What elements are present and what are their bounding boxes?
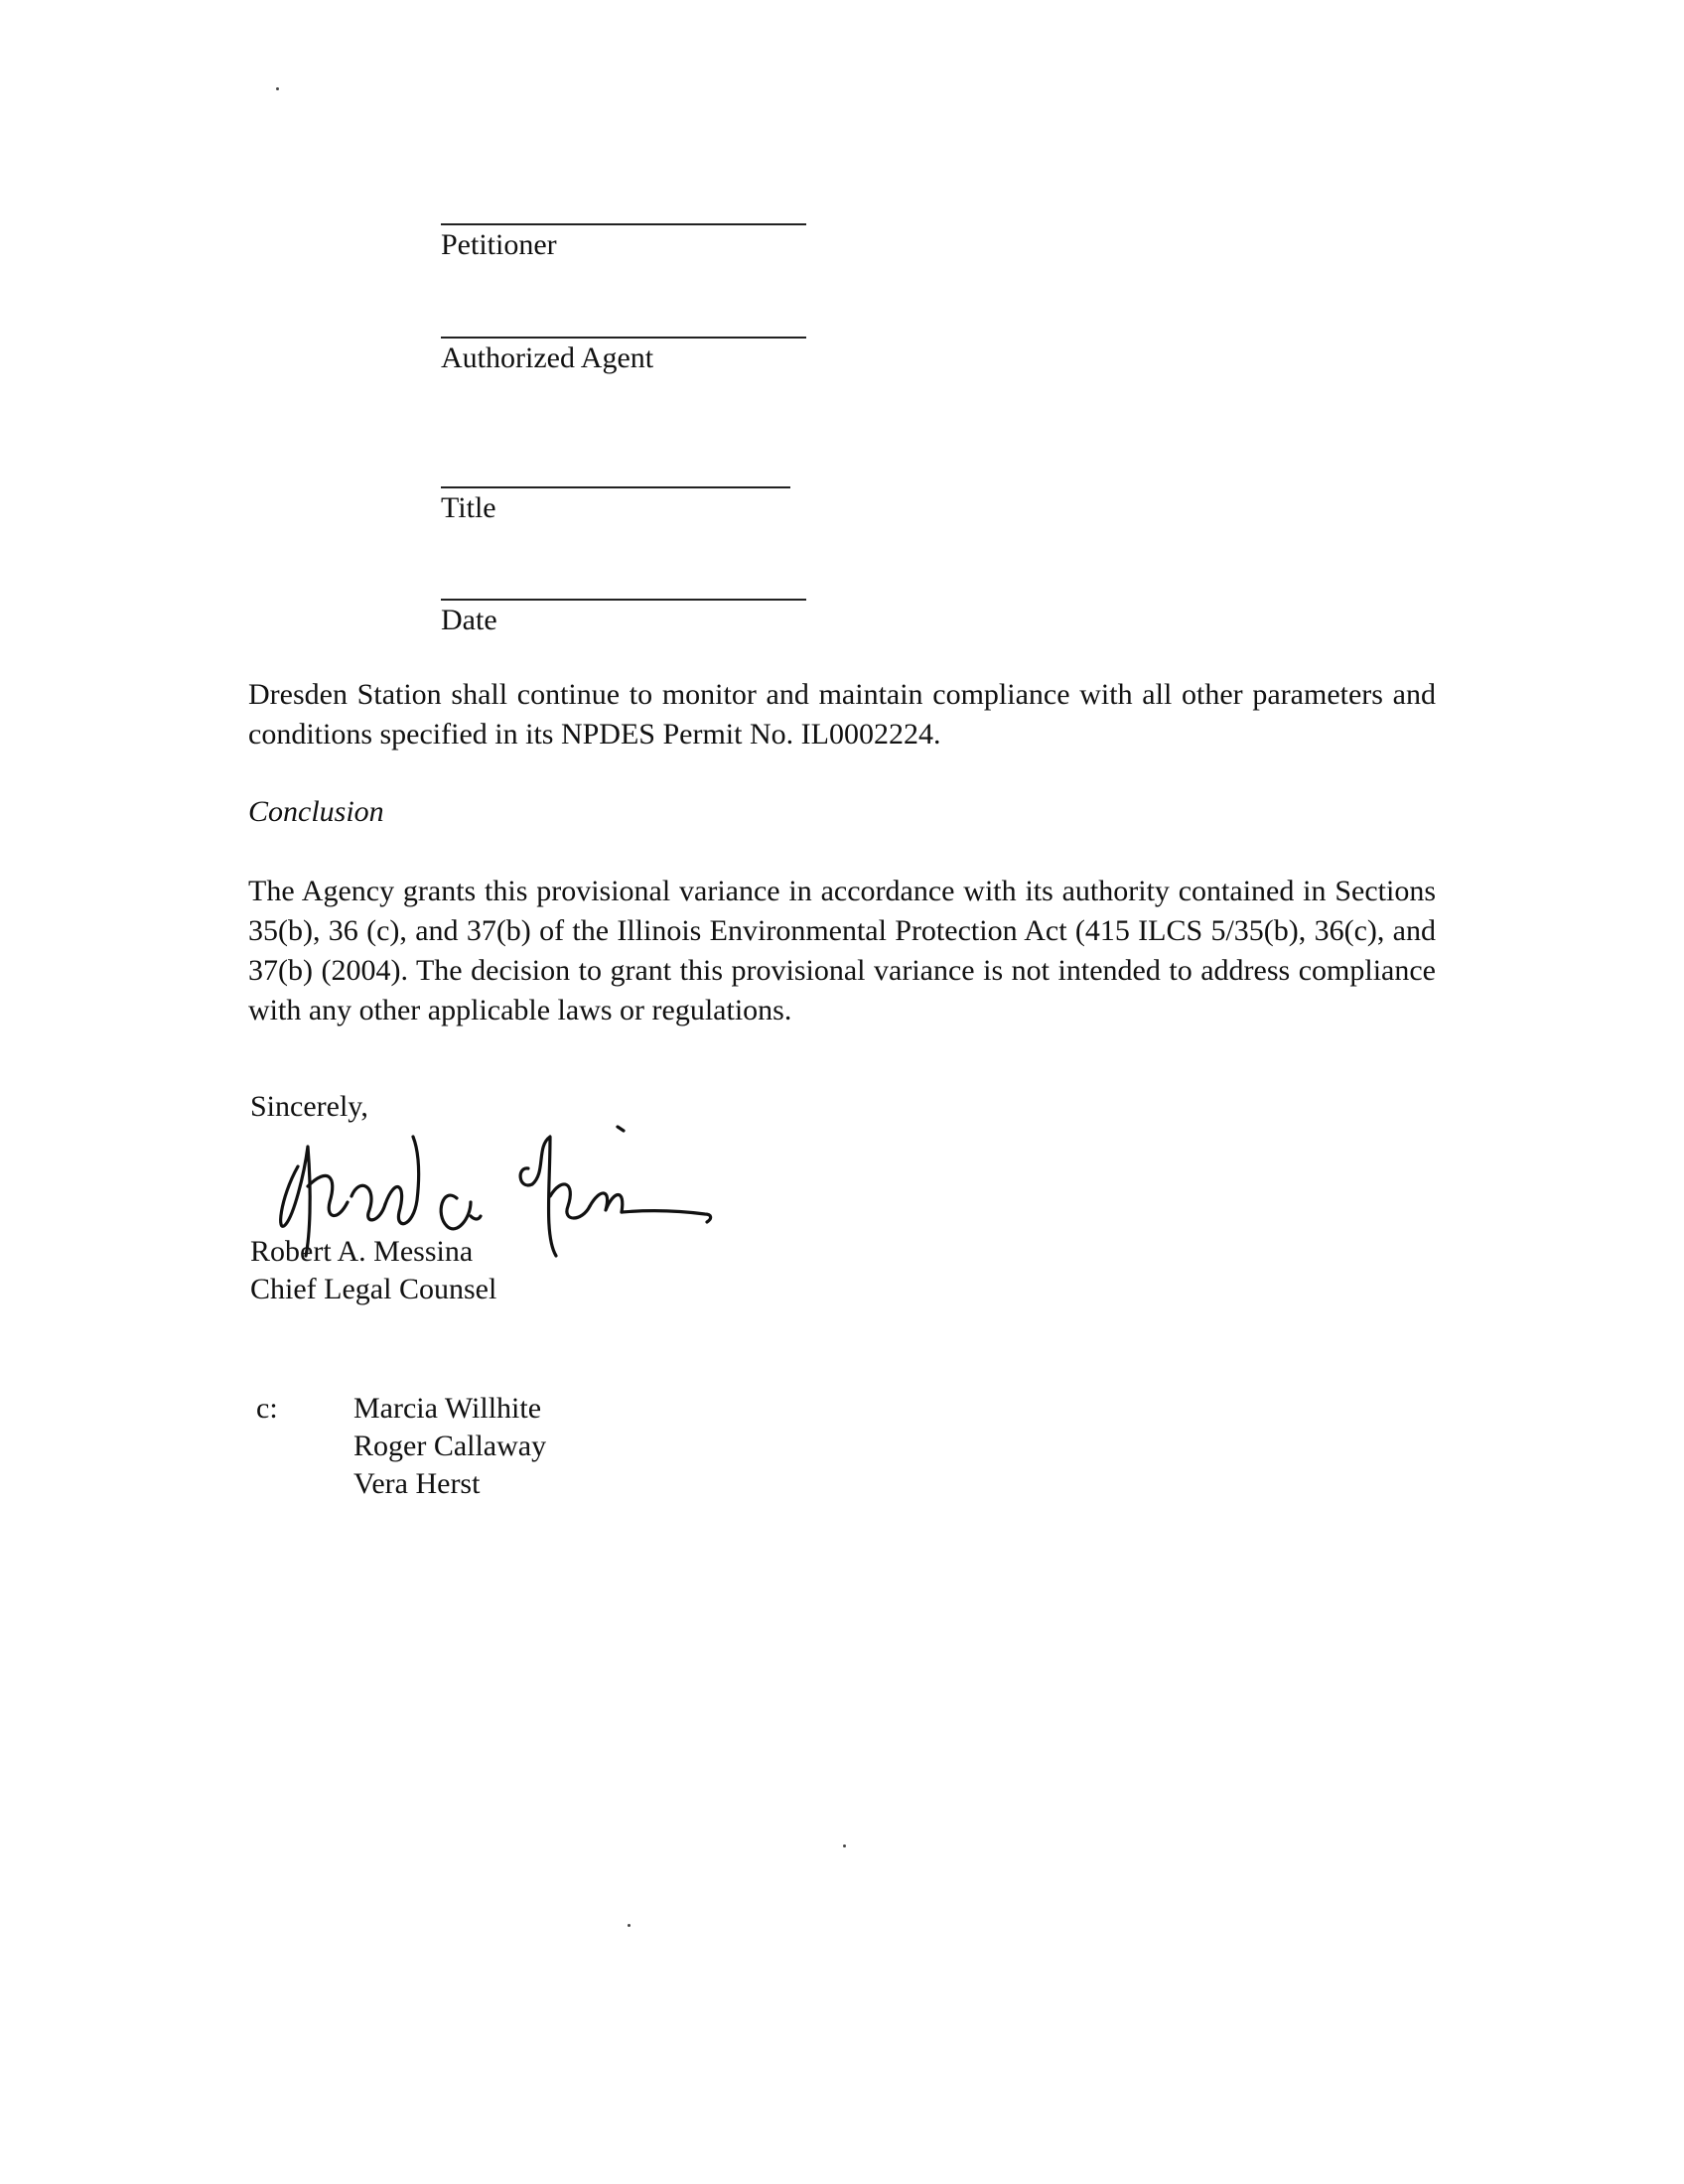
signer-title: Chief Legal Counsel [250, 1273, 497, 1305]
authorized-agent-label: Authorized Agent [441, 341, 654, 374]
blank-line [441, 599, 806, 601]
cc-recipients [353, 1390, 546, 1503]
conclusion-heading: Conclusion [248, 795, 384, 828]
title-label: Title [441, 491, 496, 524]
cc-recipient: Roger Callaway [353, 1430, 547, 1462]
signature-line-petitioner [441, 223, 806, 263]
cc-label: c: [256, 1392, 278, 1425]
blank-line [441, 337, 806, 339]
scan-speck [628, 1924, 631, 1927]
signature-line-authorized-agent [441, 337, 806, 376]
compliance-paragraph: Dresden Station shall continue to monitor and maintain compliance with all other parameters and conditions specified in its NPDES Permit No. IL0002224. [248, 678, 1436, 751]
signer-name: Robert A. Messina [250, 1235, 474, 1268]
scan-speck [843, 1844, 846, 1847]
petitioner-label: Petitioner [441, 228, 557, 261]
conclusion-paragraph: The Agency grants this provisional variance in accordance with its authority contained in Sections 35(b), 36 (c), and 37(b) of the Illinois Environmental Protection Act (415 ILCS 5/35(b), 36(c), and 37(b) (2004). The decision to grant this provisional variance is not intended to address compliance with any other applicable laws or regulations. [248, 875, 1436, 1026]
salutation: Sincerely, [250, 1090, 368, 1123]
scan-speck [276, 87, 279, 90]
signature-line-title [441, 486, 790, 526]
blank-line [441, 486, 790, 488]
blank-line [441, 223, 806, 225]
signature-line-date [441, 599, 806, 638]
date-label: Date [441, 604, 497, 636]
cc-recipient: Marcia Willhite [353, 1392, 542, 1425]
cc-recipient: Vera Herst [353, 1467, 481, 1500]
